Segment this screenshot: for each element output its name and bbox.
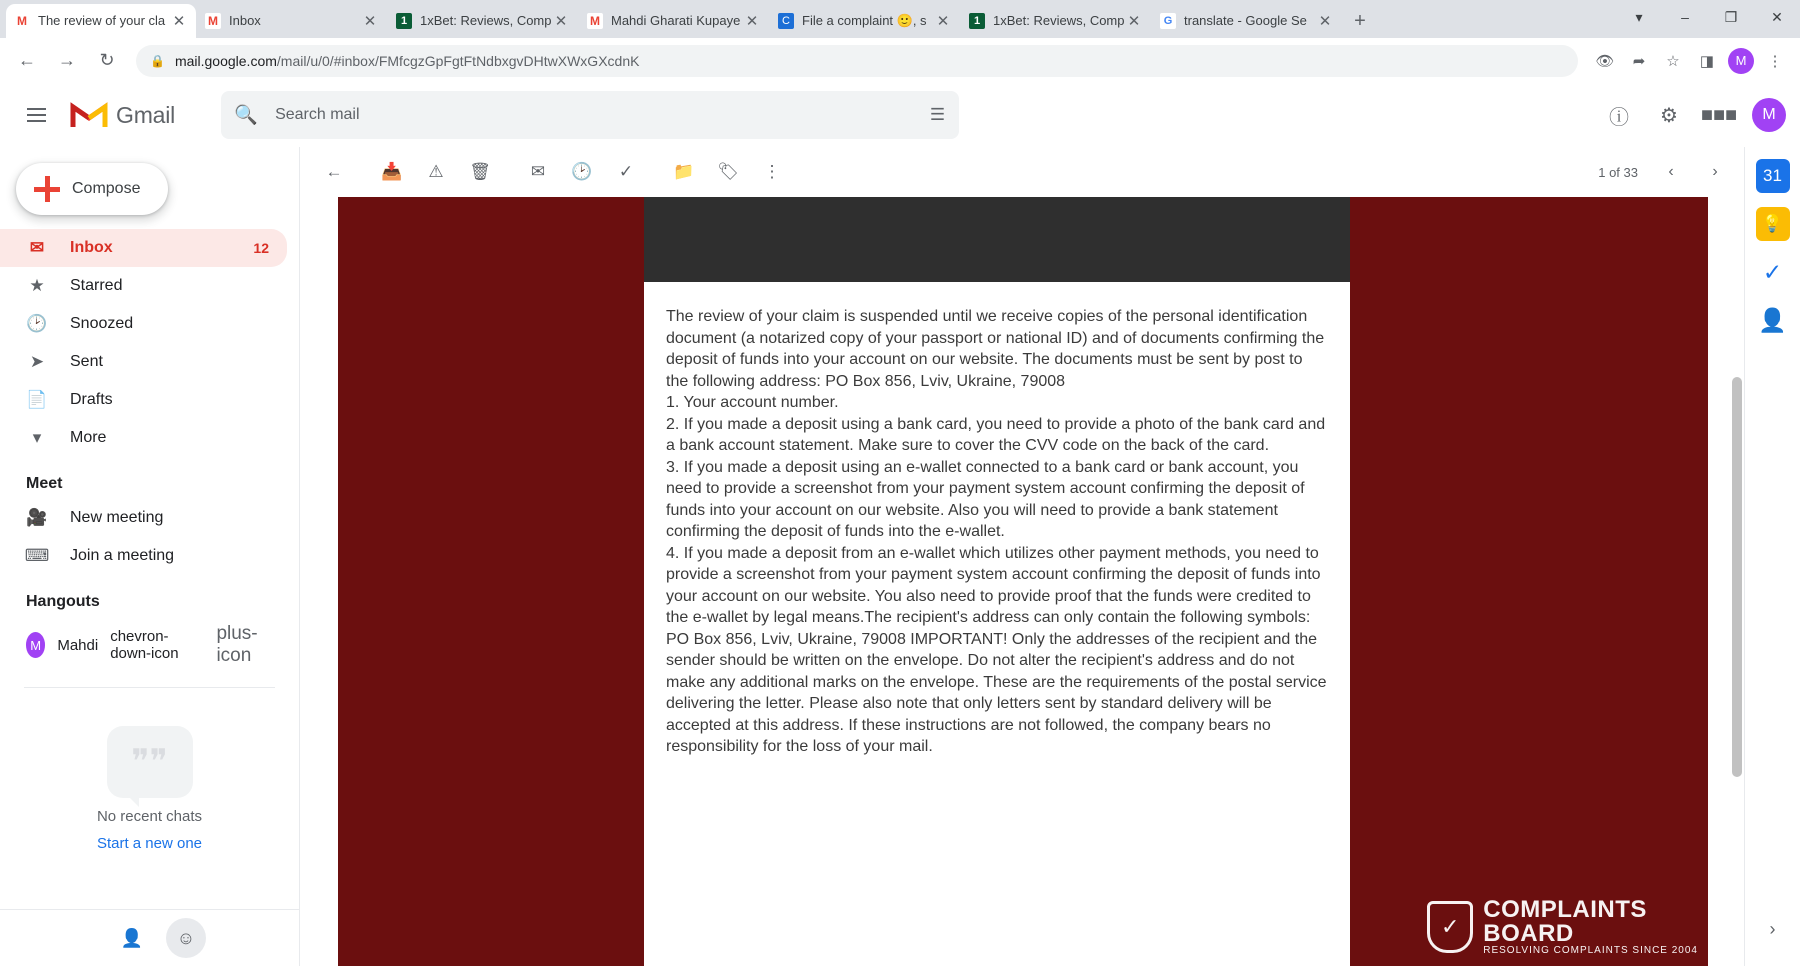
side-panel: [1744, 147, 1800, 966]
back-button[interactable]: ←: [18, 50, 36, 70]
star-icon: ★: [29, 276, 45, 295]
tune-icon[interactable]: ☰: [929, 105, 946, 124]
sidebar-item-label: Inbox: [70, 239, 113, 256]
account-avatar[interactable]: M: [1752, 98, 1786, 132]
sidebar-item-label: More: [70, 429, 107, 446]
compose-label: Compose: [72, 180, 141, 197]
email-content-background: [338, 197, 1708, 966]
archive-button[interactable]: 📥: [381, 162, 403, 181]
help-icon[interactable]: ⓘ: [1609, 106, 1629, 129]
url-input[interactable]: [136, 45, 1578, 77]
tab-title: File a complaint 🙂, s: [802, 13, 927, 28]
sidebar-nav: [0, 229, 299, 457]
sidebar-item-sent[interactable]: [0, 343, 287, 381]
watermark-line-2: BOARD: [1483, 920, 1574, 947]
gmail-logo[interactable]: [70, 101, 175, 129]
site-icon: C: [778, 13, 794, 29]
email-paragraph-3: 2. If you made a deposit using a bank card, you need to provide a photo of the bank card and a bank account statement. Make sure to cover the CVV code on the back of the card.: [666, 415, 1326, 454]
sidebar-item-label: Starred: [70, 277, 123, 294]
tab-title: The review of your cla: [38, 13, 166, 28]
close-icon[interactable]: ✕: [936, 12, 950, 30]
hangouts-section-title: Hangouts: [26, 593, 100, 610]
star-icon[interactable]: ☆: [1666, 52, 1680, 70]
sidebar-item-new-meeting[interactable]: [0, 499, 287, 537]
forward-button[interactable]: →: [58, 50, 76, 70]
gmail-icon: [14, 13, 30, 29]
chevron-down-icon[interactable]: chevron-down-icon: [110, 628, 179, 662]
plus-icon[interactable]: plus-icon: [216, 623, 258, 666]
browser-tab-4[interactable]: [770, 4, 960, 38]
close-icon[interactable]: ✕: [1318, 12, 1332, 30]
avatar[interactable]: [1726, 46, 1756, 76]
complaints-board-watermark: [1427, 898, 1698, 956]
expand-side-panel-button[interactable]: ›: [1769, 918, 1776, 939]
address-bar-icons: [1590, 46, 1790, 76]
close-icon[interactable]: ✕: [745, 12, 759, 30]
video-camera-icon: 🎥: [26, 508, 48, 527]
browser-tab-5[interactable]: [961, 4, 1151, 38]
email-body-card: [644, 282, 1350, 966]
google-icon: G: [1160, 13, 1176, 29]
avatar: M: [26, 632, 45, 658]
tab-search-icon[interactable]: ▾: [1635, 8, 1643, 25]
pager-text: 1 of 33: [1598, 164, 1638, 180]
email-body-text: [644, 282, 1350, 758]
sidebar-item-more[interactable]: [0, 419, 287, 457]
browser-tab-2[interactable]: [388, 4, 578, 38]
profile-initial: M: [1728, 48, 1754, 74]
hangouts-user[interactable]: [0, 617, 299, 673]
apps-grid-icon[interactable]: ■■■: [1700, 103, 1738, 126]
clock-icon: 🕑: [26, 314, 48, 333]
gmail-icon: [205, 13, 221, 29]
browser-tab-6[interactable]: [1152, 4, 1342, 38]
main-menu-button[interactable]: [14, 93, 58, 137]
tabstrip: [6, 0, 1616, 38]
tasks-icon[interactable]: ✓: [1762, 258, 1783, 285]
search-icon: 🔍: [234, 105, 258, 126]
contacts-icon[interactable]: 👤: [1758, 306, 1787, 333]
new-tab-button[interactable]: +: [1354, 9, 1366, 32]
plus-icon: [34, 176, 60, 202]
tab-title: translate - Google Se: [1184, 13, 1307, 28]
maximize-button[interactable]: ❐: [1724, 8, 1738, 25]
sidebar-item-join-meeting[interactable]: [0, 537, 287, 575]
sidebar-item-starred[interactable]: [0, 267, 287, 305]
next-page-button[interactable]: ›: [1712, 163, 1718, 180]
scrollbar[interactable]: [1730, 197, 1744, 966]
minimize-button[interactable]: –: [1681, 9, 1689, 25]
delete-button[interactable]: 🗑: [469, 162, 491, 181]
window-controls: [1616, 0, 1800, 38]
email-paragraph-2: 1. Your account number.: [666, 394, 839, 411]
move-to-button[interactable]: 📁: [673, 162, 695, 181]
tab-title: Inbox: [229, 13, 261, 28]
url-host: mail.google.com: [174, 52, 277, 69]
send-icon: ➤: [29, 352, 45, 371]
labels-button[interactable]: 🏷: [717, 162, 739, 181]
previous-page-button[interactable]: ‹: [1668, 163, 1674, 180]
sidebar-item-label: Sent: [70, 353, 103, 370]
watermark-subtitle: RESOLVING COMPLAINTS SINCE 2004: [1483, 945, 1698, 956]
email-paragraph-4: 3. If you made a deposit using an e-wallet connected to a bank card or bank account, you need to provide a screenshot from your payment system account confirming the deposit of funds into your account on our website. Also you will need to provide a bank statement confirming the deposit of funds into the e-wallet.: [666, 458, 1305, 540]
keep-icon[interactable]: 💡: [1756, 207, 1790, 241]
snooze-button[interactable]: 🕑: [571, 162, 593, 181]
report-spam-button[interactable]: ⚠: [428, 162, 444, 181]
share-icon[interactable]: ➦: [1632, 52, 1646, 70]
sidebar-footer: [0, 909, 300, 958]
gmail-wordmark: Gmail: [116, 101, 176, 128]
close-icon[interactable]: ✕: [554, 12, 568, 30]
more-options-button[interactable]: ⋮: [763, 162, 781, 181]
gmail-header: [0, 83, 1800, 147]
settings-icon[interactable]: ⚙: [1660, 104, 1678, 127]
hangouts-user-name: Mahdi: [57, 636, 99, 654]
lock-icon: 🔒: [150, 53, 165, 68]
browser-tab-3[interactable]: [579, 4, 769, 38]
sidebar-item-inbox[interactable]: [0, 229, 287, 267]
hangouts-icon[interactable]: ☺: [166, 918, 206, 958]
keyboard-icon: ⌨: [24, 546, 50, 565]
gmail-icon: [587, 13, 603, 29]
inbox-count: 12: [253, 240, 269, 256]
meet-section-title: Meet: [26, 475, 63, 492]
email-paragraph-1: The review of your claim is suspended until we receive copies of the personal identification document (a notarized copy of your passport or national ID) and of documents confirming the deposit of funds into your account on our website. The documents must be sent by post to the following address: PO Box 856, Lviv, Ukraine, 79008: [666, 308, 1325, 390]
tab-title: Mahdi Gharati Kupaye: [611, 13, 741, 28]
header-actions: [1598, 94, 1786, 136]
chrome-menu-icon[interactable]: ⋮: [1767, 52, 1783, 70]
add-to-tasks-button[interactable]: ✓: [618, 162, 634, 181]
scrollbar-thumb[interactable]: [1732, 377, 1742, 777]
contacts-icon[interactable]: 👤: [120, 927, 144, 948]
site-icon: 1: [396, 13, 412, 29]
divider: [24, 687, 275, 688]
mark-unread-button[interactable]: ✉: [530, 162, 546, 181]
watermark-line-1: COMPLAINTS: [1483, 896, 1647, 923]
draft-icon: 📄: [26, 390, 48, 409]
sidebar-item-snoozed[interactable]: [0, 305, 287, 343]
sidebar-item-label: Join a meeting: [70, 547, 175, 564]
search-input[interactable]: [273, 105, 914, 125]
gmail-m-icon: [70, 101, 108, 129]
sidebar-item-label: Snoozed: [70, 315, 134, 332]
back-to-inbox-button[interactable]: ←: [325, 162, 343, 181]
search-bar[interactable]: [221, 91, 959, 139]
email-pane: [300, 147, 1744, 966]
inbox-icon: ✉: [29, 238, 45, 257]
email-banner: [644, 197, 1350, 282]
close-window-button[interactable]: ✕: [1771, 8, 1783, 25]
email-paragraph-5: 4. If you made a deposit from an e-wallet which utilizes other payment methods, you need to provide a screenshot from your payment system account confirming the deposit of funds into your account on our website. You also need to provide proof that the funds were credited to the e-wallet by legal means.The recipient's address can only contain the following symbols: PO Box 856, Lviv, Ukraine, 79008 IMPORTANT! Only the addresses of the recipient and the sender should be written on the envelope. Do not alter the recipient's address and do not make any additional marks on the envelope. These are the requirements of the postal service delivering the letter. Please also note that only letters sent by standard delivery will be accepted at this address. If these instructions are not followed, the company bears no responsibility for the loss of your mail.: [666, 544, 1327, 755]
browser-address-bar: [0, 38, 1800, 83]
chat-bubble-icon: ❞❞: [107, 726, 193, 798]
browser-tab-bar: [0, 0, 1800, 38]
browser-tab-1[interactable]: [197, 4, 387, 38]
tab-title: 1xBet: Reviews, Comp: [420, 13, 552, 28]
sidebar-item-drafts[interactable]: [0, 381, 287, 419]
start-new-chat-link[interactable]: Start a new one: [96, 835, 203, 852]
close-icon[interactable]: ✕: [1127, 12, 1141, 30]
shield-icon: ✓: [1427, 901, 1473, 953]
browser-tab-0[interactable]: [6, 4, 196, 38]
reload-button[interactable]: ↻: [99, 50, 115, 70]
sidebar: [0, 147, 300, 966]
sidepanel-icon[interactable]: ◨: [1699, 52, 1715, 70]
eye-icon[interactable]: 👁: [1595, 52, 1615, 70]
sidebar-item-label: Drafts: [70, 391, 113, 408]
close-icon[interactable]: ✕: [172, 12, 186, 30]
calendar-icon[interactable]: 31: [1756, 159, 1790, 193]
close-icon[interactable]: ✕: [363, 12, 377, 30]
email-viewport: [300, 197, 1744, 966]
compose-button[interactable]: [16, 163, 168, 215]
hangouts-empty-state: [0, 726, 299, 852]
sidebar-item-label: New meeting: [70, 509, 164, 526]
site-icon: 1: [969, 13, 985, 29]
tab-title: 1xBet: Reviews, Comp: [993, 13, 1125, 28]
gmail-body: [0, 147, 1800, 966]
chevron-down-icon: ▾: [32, 428, 42, 447]
empty-state-text: No recent chats: [96, 808, 203, 825]
url-path: /mail/u/0/#inbox/FMfcgzGpFgtFtNdbxgvDHtwXWxGXcdnK: [276, 52, 640, 69]
pager: [1598, 153, 1744, 191]
email-toolbar: [300, 147, 1744, 197]
